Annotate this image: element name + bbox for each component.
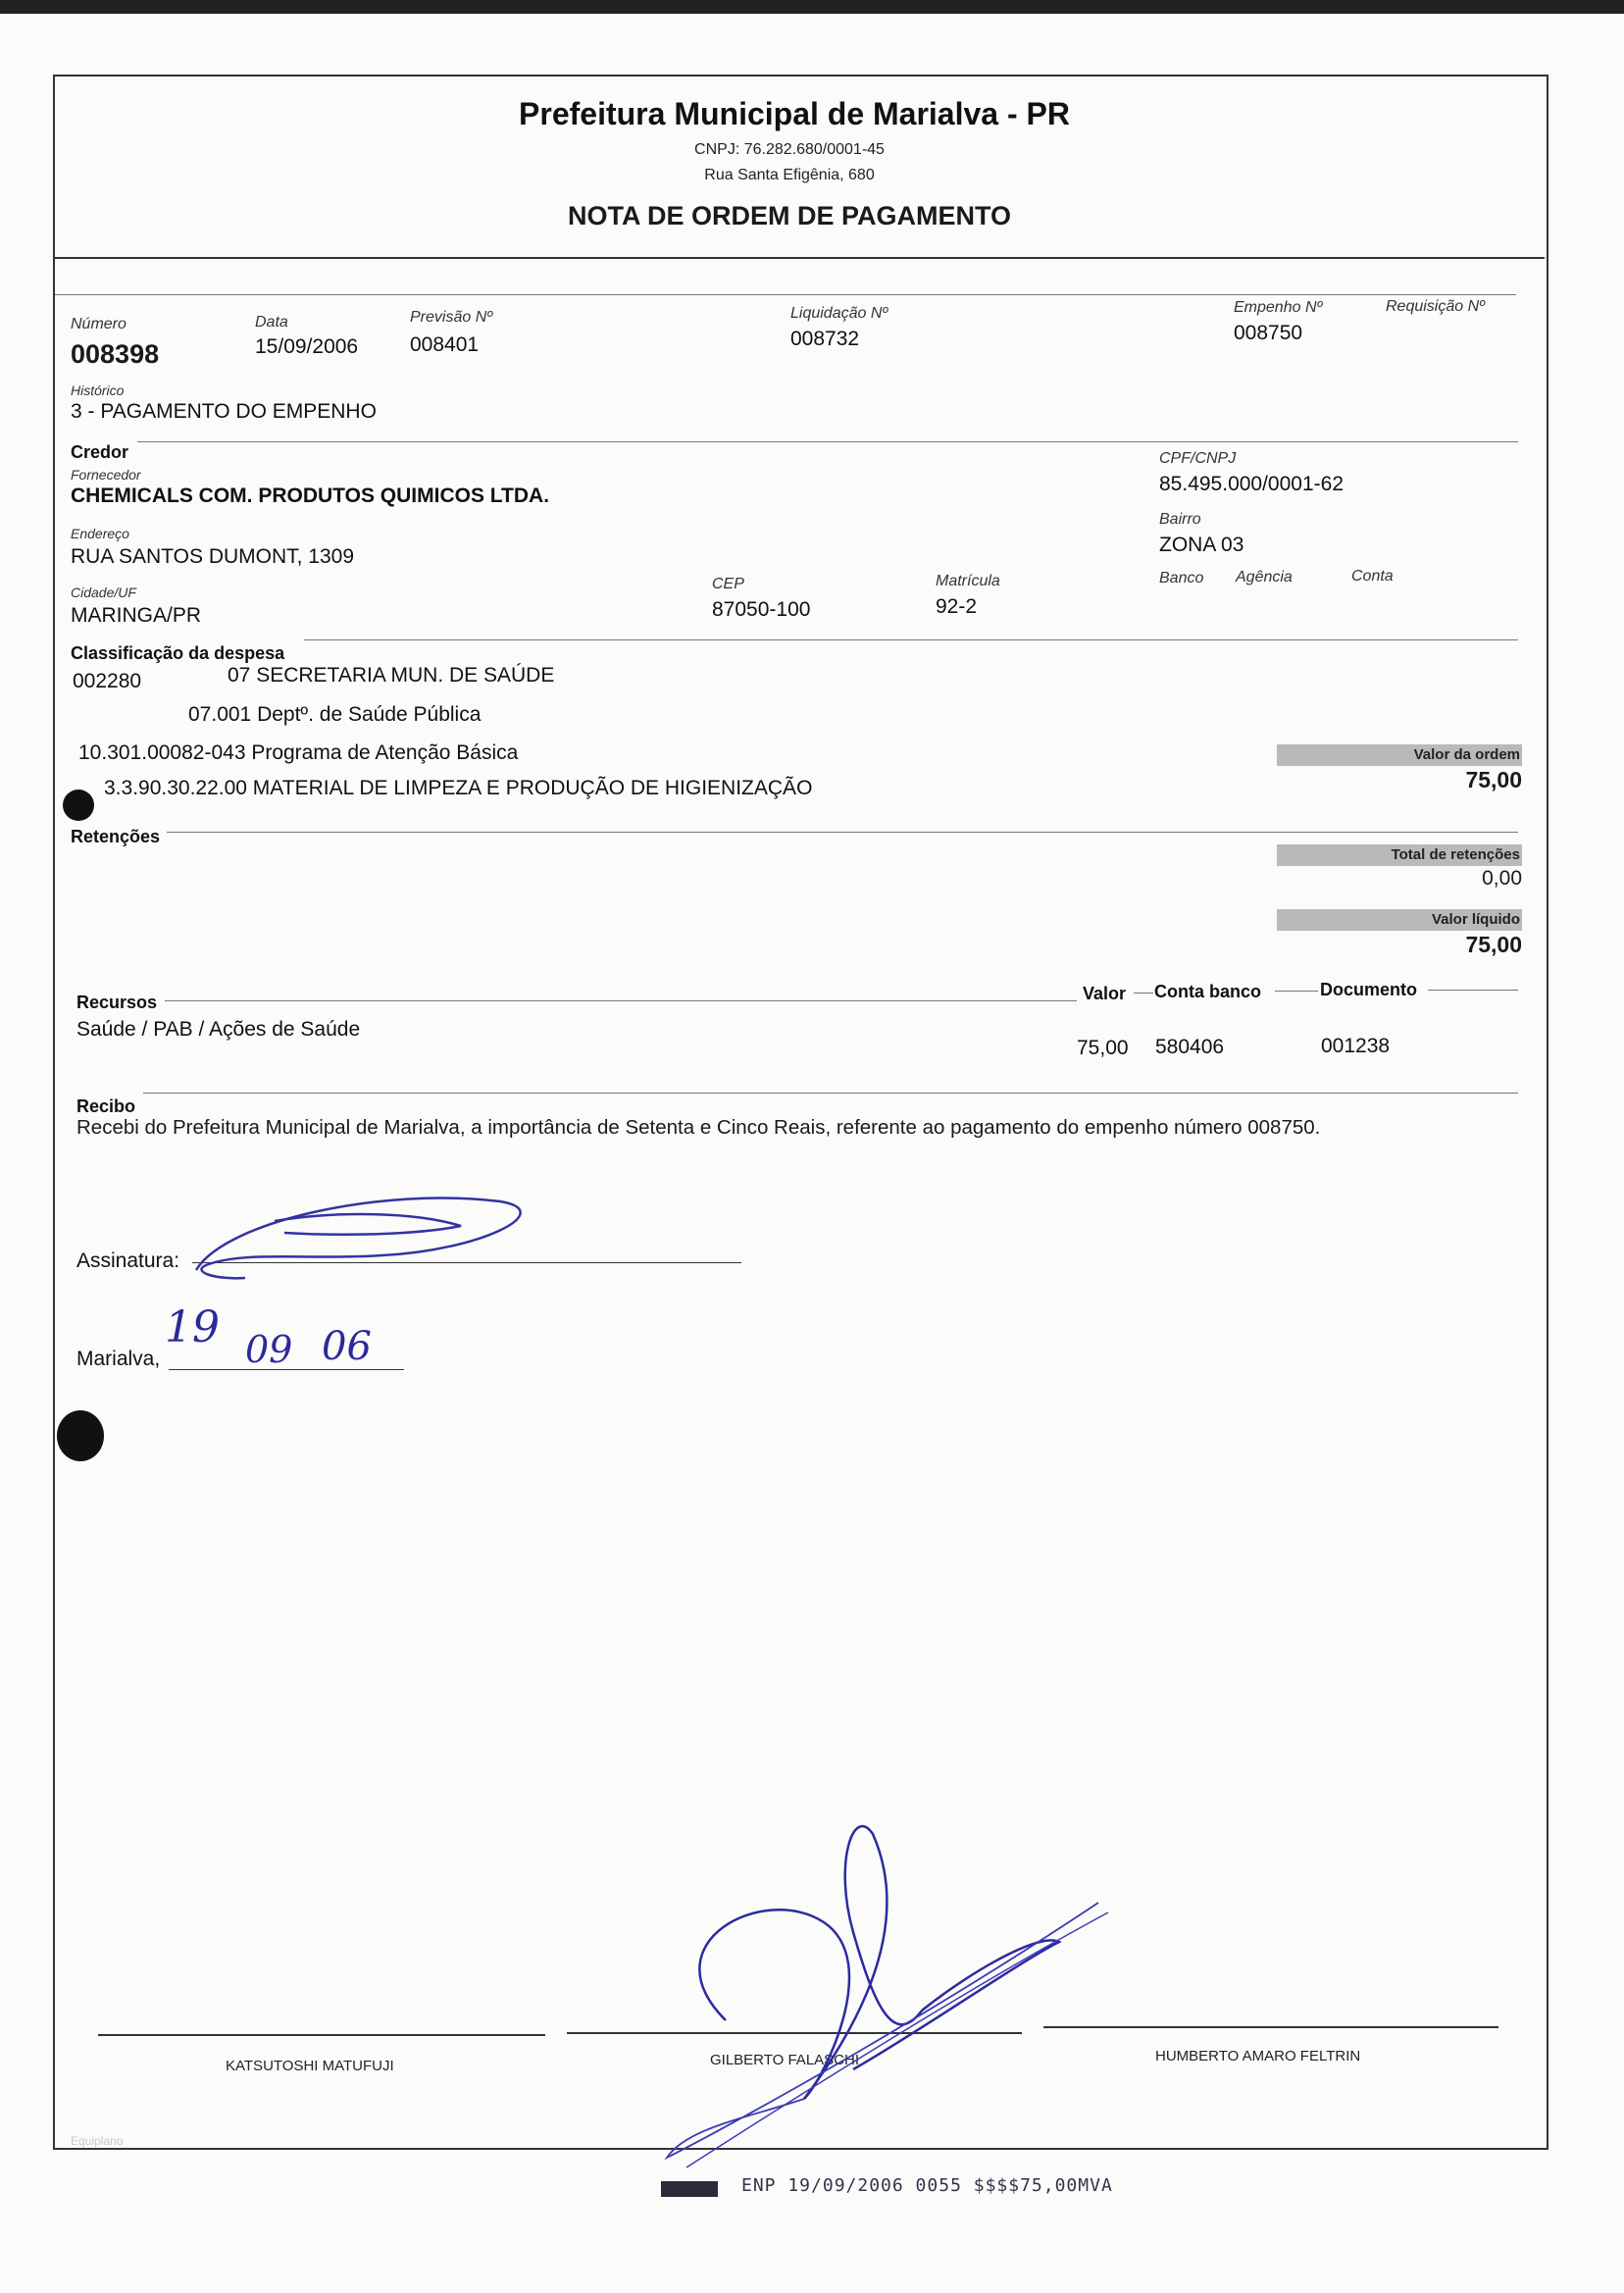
payment-stamp: ENP 19/09/2006 0055 $$$$75,00MVA [741, 2175, 1113, 2196]
cpf-label: CPF/CNPJ [1159, 450, 1237, 467]
stamp-logo [661, 2181, 718, 2197]
classificacao-section-title: Classificação da despesa [71, 643, 285, 663]
banco-label: Banco [1159, 570, 1204, 586]
total-retencoes-value: 0,00 [1482, 867, 1522, 890]
valor-liquido-label: Valor líquido [1277, 909, 1522, 931]
header-divider [55, 257, 1545, 259]
bairro-label: Bairro [1159, 511, 1201, 528]
fornecedor-label: Fornecedor [71, 467, 141, 483]
scan-top-edge [0, 0, 1624, 14]
data-value: 15/09/2006 [255, 335, 359, 358]
recursos-conta-banco: 580406 [1155, 1036, 1225, 1058]
assinatura-label: Assinatura: [76, 1249, 180, 1272]
cep-label: CEP [712, 576, 744, 592]
retencoes-section-title: Retenções [71, 827, 161, 846]
liquidacao-value: 008732 [790, 328, 860, 350]
conta-label: Conta [1351, 568, 1394, 585]
signatory-2-name: GILBERTO FALASCHI [710, 2052, 859, 2068]
recursos-description: Saúde / PAB / Ações de Saúde [76, 1018, 361, 1041]
classificacao-departamento: 07.001 Deptº. de Saúde Pública [188, 703, 482, 726]
previsao-label: Previsão Nº [410, 309, 493, 326]
cep-value: 87050-100 [712, 598, 811, 621]
requisicao-label: Requisição Nº [1386, 298, 1485, 315]
cidade-value: MARINGA/PR [71, 604, 202, 627]
endereco-label: Endereço [71, 526, 129, 541]
credor-section-title: Credor [71, 442, 129, 462]
data-label: Data [255, 314, 288, 331]
bairro-value: ZONA 03 [1159, 534, 1244, 556]
recipient-signature [186, 1182, 539, 1290]
historico-label: Histórico [71, 382, 125, 398]
ids-top-rule [55, 294, 1516, 295]
handwritten-year: 06 [322, 1324, 372, 1369]
recursos-documento-header: Documento [1320, 980, 1417, 999]
equiplano-brand: Equiplano [71, 2134, 124, 2148]
recursos-valor: 75,00 [1077, 1037, 1129, 1059]
cidade-label: Cidade/UF [71, 585, 136, 600]
valor-ordem-value: 75,00 [1465, 767, 1522, 792]
handwritten-month: 09 [245, 1328, 293, 1371]
recursos-documento: 001238 [1321, 1035, 1391, 1057]
valor-ordem-label: Valor da ordem [1277, 744, 1522, 766]
recursos-rule [165, 1000, 1077, 1001]
recursos-header-rule-3 [1428, 990, 1518, 991]
cnpj-line: CNPJ: 76.282.680/0001-45 [694, 141, 885, 158]
recursos-section-title: Recursos [76, 993, 158, 1012]
recursos-header-rule-2 [1275, 991, 1318, 992]
punch-hole-bottom [57, 1410, 104, 1461]
recibo-section-title: Recibo [76, 1096, 136, 1116]
signature-line-1 [98, 2034, 545, 2036]
classificacao-programa: 10.301.00082-043 Programa de Atenção Básica [78, 741, 519, 764]
classificacao-elemento: 3.3.90.30.22.00 MATERIAL DE LIMPEZA E PRODUÇÃO DE HIGIENIZAÇÃO [104, 777, 813, 799]
address-line: Rua Santa Efigênia, 680 [704, 167, 875, 183]
recursos-valor-header: Valor [1083, 984, 1127, 1003]
handwritten-day: 19 [165, 1302, 220, 1352]
total-retencoes-label: Total de retenções [1277, 844, 1522, 866]
recursos-header-rule-1 [1134, 993, 1153, 994]
numero-value: 008398 [71, 339, 160, 369]
previsao-value: 008401 [410, 333, 480, 356]
marialva-date-label: Marialva, [76, 1348, 161, 1370]
recibo-text: Recebi do Prefeitura Municipal de Marialva, a importância de Setenta e Cinco Reais, referente ao pagamento do empenho número 008750. [76, 1116, 1321, 1139]
valor-liquido-value: 75,00 [1465, 932, 1522, 957]
classificacao-code: 002280 [73, 670, 142, 692]
liquidacao-label: Liquidação Nº [790, 305, 888, 322]
matricula-label: Matrícula [936, 573, 1000, 589]
agencia-label: Agência [1236, 569, 1293, 586]
numero-label: Número [71, 316, 127, 332]
classificacao-secretaria: 07 SECRETARIA MUN. DE SAÚDE [228, 664, 555, 687]
signatory-1-name: KATSUTOSHI MATUFUJI [226, 2058, 394, 2074]
retencoes-rule [167, 832, 1518, 833]
empenho-label: Empenho Nº [1234, 299, 1323, 316]
fornecedor-value: CHEMICALS COM. PRODUTOS QUIMICOS LTDA. [71, 484, 550, 507]
recibo-rule [143, 1093, 1518, 1094]
signatory-3-name: HUMBERTO AMARO FELTRIN [1155, 2048, 1361, 2064]
historico-value: 3 - PAGAMENTO DO EMPENHO [71, 400, 377, 423]
endereco-value: RUA SANTOS DUMONT, 1309 [71, 545, 355, 568]
credor-rule [137, 441, 1518, 442]
gilberto-signature [628, 1805, 1118, 2197]
municipality-title: Prefeitura Municipal de Marialva - PR [519, 96, 1070, 131]
recursos-conta-header: Conta banco [1154, 982, 1262, 1001]
classificacao-rule [304, 639, 1518, 640]
empenho-value: 008750 [1234, 322, 1303, 344]
punch-hole-top [63, 790, 94, 821]
document-title: NOTA DE ORDEM DE PAGAMENTO [567, 201, 1011, 230]
matricula-value: 92-2 [936, 595, 978, 618]
cpf-value: 85.495.000/0001-62 [1159, 473, 1345, 495]
